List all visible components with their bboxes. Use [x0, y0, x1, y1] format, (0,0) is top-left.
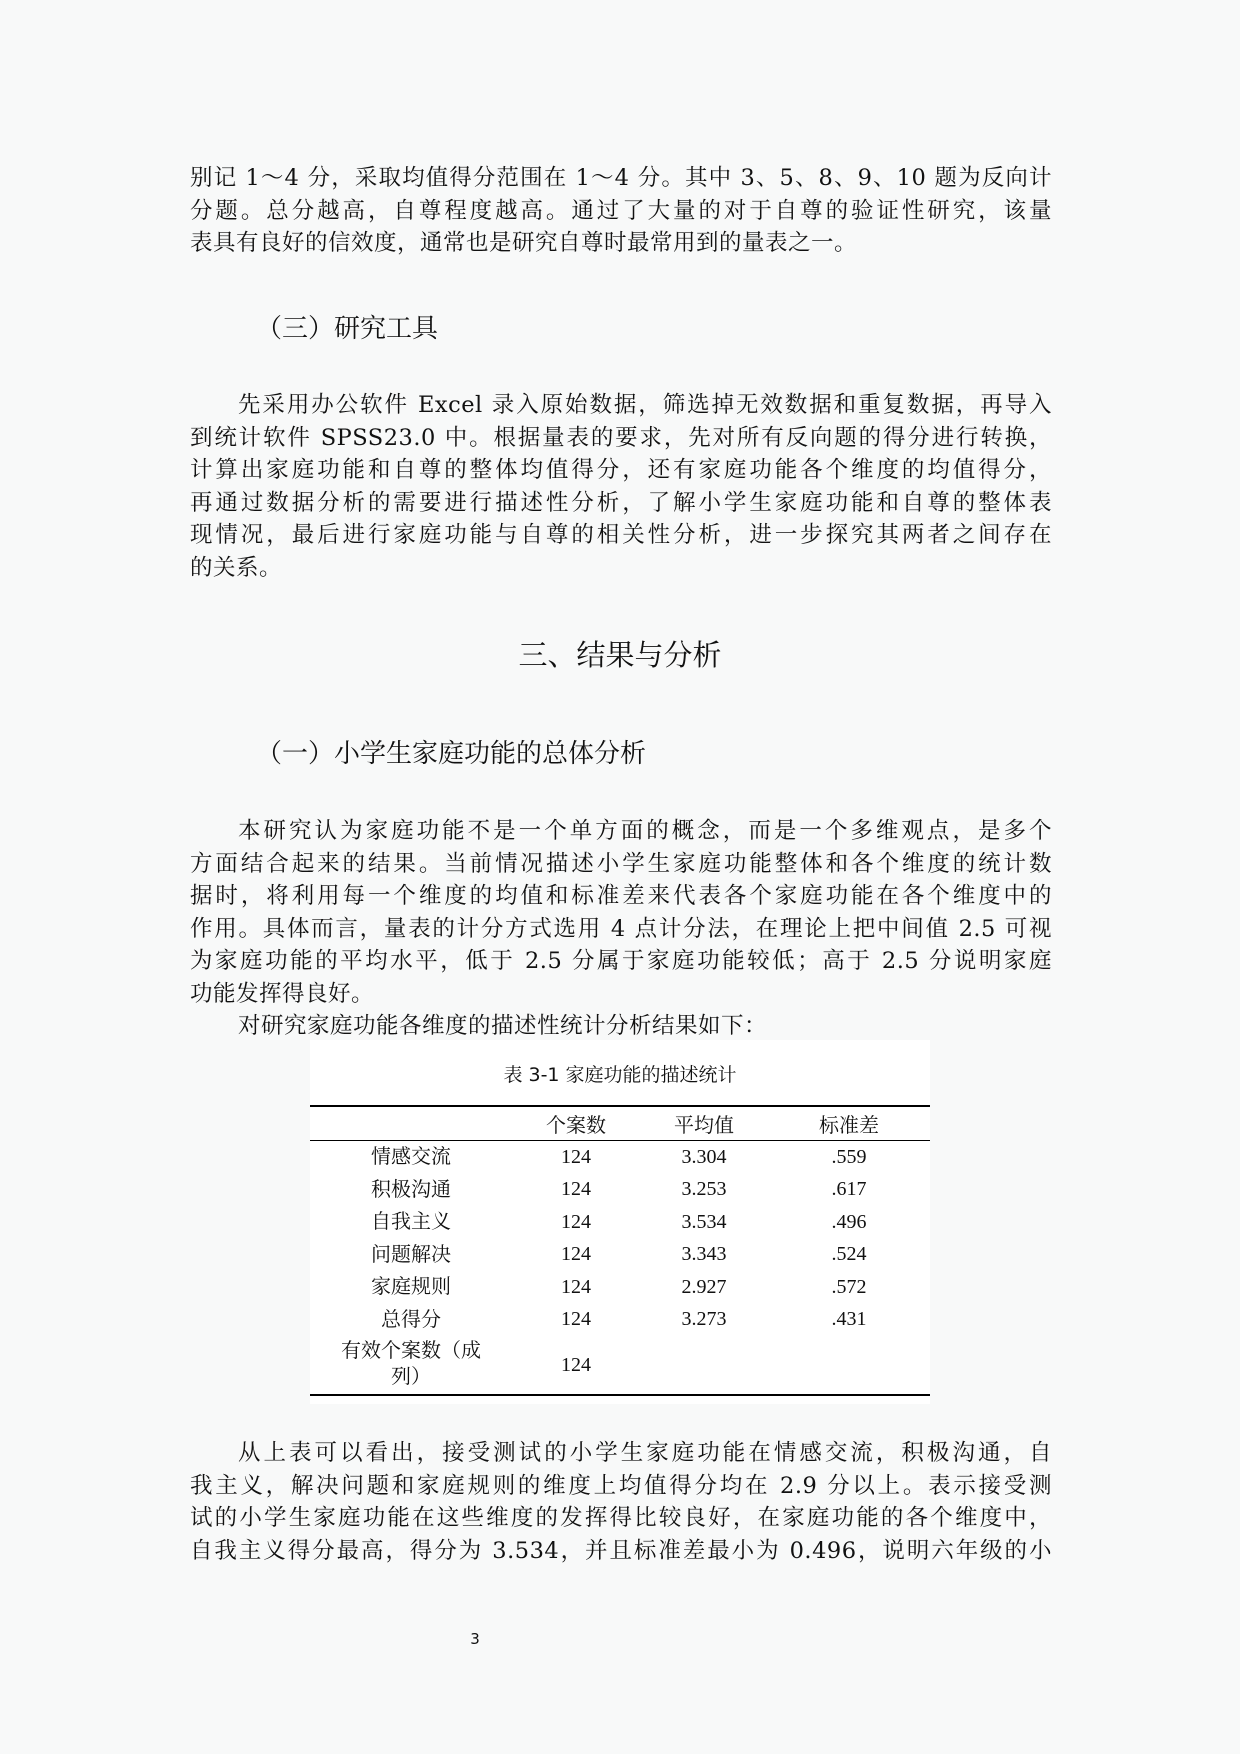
paragraph-scale-scoring: [190, 162, 1052, 260]
text-line: 功能发挥得良好。: [190, 980, 375, 1007]
text-line: 对研究家庭功能各维度的描述性统计分析结果如下：: [238, 1013, 768, 1039]
cell-mean: 3.253: [681, 1178, 727, 1201]
cell-n: 124: [561, 1243, 591, 1266]
cell-sd: [768, 1336, 930, 1395]
cell-sd: .617: [831, 1178, 867, 1201]
paragraph-research-tools: [190, 389, 1052, 584]
text-line: 先采用办公软件 Excel 录入原始数据，筛选掉无效数据和重复数据，再导入: [238, 392, 1052, 418]
cell-sd: .431: [831, 1308, 867, 1331]
text-line: 再通过数据分析的需要进行描述性分析，了解小学生家庭功能和自尊的整体表: [190, 489, 1052, 516]
text-line: 方面结合起来的结果。当前情况描述小学生家庭功能整体和各个维度的统计数: [190, 850, 1052, 877]
table-row: [310, 1141, 930, 1174]
header-mean: 平均值: [674, 1115, 734, 1137]
cell-n: 124: [561, 1210, 591, 1233]
text-line: 的关系。: [190, 554, 283, 581]
table-row: [310, 1206, 930, 1239]
text-line: 表具有良好的信效度，通常也是研究自尊时最常用到的量表之一。: [190, 230, 858, 256]
heading-overall-analysis: （一）小学生家庭功能的总体分析: [256, 739, 647, 769]
heading-research-tools: （三）研究工具: [256, 314, 439, 344]
text-line: 从上表可以看出，接受测试的小学生家庭功能在情感交流，积极沟通，自: [238, 1440, 1052, 1466]
paragraph-table-interpretation: [190, 1437, 1052, 1567]
table-header-row: [310, 1106, 930, 1141]
cell-sd: .572: [831, 1275, 867, 1298]
cell-mean: 3.304: [681, 1145, 727, 1168]
row-label: 自我主义: [371, 1211, 451, 1234]
header-n: 个案数: [546, 1115, 606, 1137]
row-label: 积极沟通: [371, 1178, 451, 1201]
table-row: [310, 1304, 930, 1337]
text-line: 本研究认为家庭功能不是一个单方面的概念，而是一个多维观点，是多个: [238, 818, 1052, 844]
table-row-valid-n: [310, 1336, 930, 1395]
cell-mean: 3.343: [681, 1243, 727, 1266]
cell-mean: 2.927: [681, 1275, 727, 1298]
row-label: 总得分: [381, 1308, 441, 1331]
heading-results-analysis: 三、结果与分析: [518, 638, 722, 672]
page-number: 3: [470, 1630, 480, 1648]
cell-mean: 3.534: [681, 1210, 727, 1233]
table-row: [310, 1271, 930, 1304]
paragraph-family-function-intro: [190, 815, 1052, 1010]
cell-sd: .496: [831, 1210, 867, 1233]
row-label-line: 有效个案数（成: [341, 1340, 481, 1362]
cell-n: 124: [561, 1145, 591, 1168]
row-label: 问题解决: [371, 1243, 451, 1266]
row-label: 家庭规则: [371, 1276, 451, 1299]
text-line: 别记 1～4 分，采取均值得分范围在 1～4 分。其中 3、5、8、9、10 题为反向计: [190, 165, 1052, 191]
row-label: 情感交流: [371, 1146, 451, 1169]
table-row: [310, 1239, 930, 1272]
text-line: 到统计软件 SPSS23.0 中。根据量表的要求，先对所有反向题的得分进行转换，: [190, 424, 1052, 451]
text-line: 据时，将利用每一个维度的均值和标准差来代表各个家庭功能在各个维度中的: [190, 883, 1052, 909]
row-label: [310, 1336, 512, 1395]
cell-mean: [640, 1336, 768, 1395]
cell-n: 124: [561, 1178, 591, 1201]
header-blank: [310, 1106, 512, 1141]
cell-sd: .524: [831, 1243, 867, 1266]
text-line: 分题。总分越高，自尊程度越高。通过了大量的对于自尊的验证性研究，该量: [190, 197, 1052, 224]
text-line: 为家庭功能的平均水平，低于 2.5 分属于家庭功能较低；高于 2.5 分说明家庭: [190, 948, 1052, 974]
text-line: 自我主义得分最高，得分为 3.534，并且标准差最小为 0.496，说明六年级的小: [190, 1537, 1052, 1564]
table-caption: 表 3-1 家庭功能的描述统计: [503, 1064, 737, 1086]
cell-n: 124: [561, 1353, 591, 1376]
text-line: 计算出家庭功能和自尊的整体均值得分，还有家庭功能各个维度的均值得分，: [190, 457, 1052, 483]
paragraph-table-lead-in: [190, 1010, 1052, 1043]
table-row: [310, 1174, 930, 1207]
row-label-line: 列）: [391, 1366, 431, 1388]
cell-mean: 3.273: [681, 1308, 727, 1331]
descriptive-stats-table-figure: [310, 1040, 930, 1404]
header-sd: 标准差: [819, 1115, 879, 1137]
text-line: 现情况，最后进行家庭功能与自尊的相关性分析，进一步探究其两者之间存在: [190, 522, 1052, 548]
cell-sd: .559: [831, 1145, 867, 1168]
cell-n: 124: [561, 1275, 591, 1298]
descriptive-stats-table: [310, 1105, 930, 1396]
text-line: 试的小学生家庭功能在这些维度的发挥得比较良好，在家庭功能的各个维度中，: [190, 1505, 1052, 1531]
text-line: 作用。具体而言，量表的计分方式选用 4 点计分法，在理论上把中间值 2.5 可视: [190, 915, 1052, 942]
cell-n: 124: [561, 1308, 591, 1331]
text-line: 我主义，解决问题和家庭规则的维度上均值得分均在 2.9 分以上。表示接受测: [190, 1472, 1052, 1499]
